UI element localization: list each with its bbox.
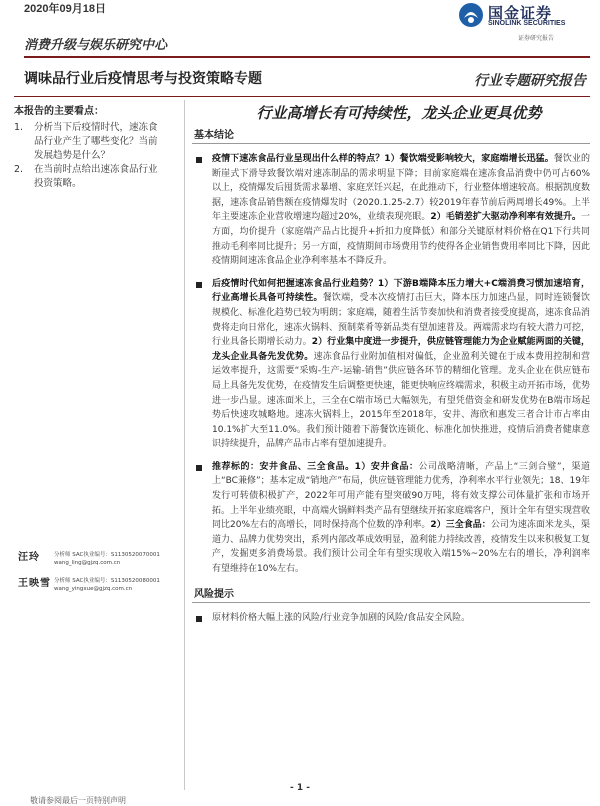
logo-en: SINOLINK SECURITIES [488,20,566,27]
bullet-text: 疫情下速冻食品行业呈现出什么样的特点？1）餐饮端受影响较大，家庭端增长迅猛。餐饮业的断崖式下滑导致餐饮端对速冻制品的需求明显下降；目前家庭端在速冻食品消费中仍可占60%以上，疫情爆发后囤货需求暴增、家庭烹饪兴起，在此推动下，行业整体增速较高。根据凯度数据，速冻食品销售额在疫情爆发时（2020.1.25-2.7）较2019年春节前后两周增长49%。上半年主要速冻企业营收增速均超过20%，业绩表现亮眼。2）毛销差扩大驱动净利率有效提升。一方面，均价提升（家庭端产品占比提升+折扣力度降低）和部分关键原材料价格在Q1下行共同推动毛利率同比提升；另一方面，疫情期间市场费用节约使得各企业销售费用率同比下降，因此疫情期间速冻食品企业净利率基本不降反升。 [212,154,591,267]
research-center: 消费升级与娱乐研究中心 [24,38,168,53]
company-logo [458,0,588,42]
square-bullet-icon [196,282,202,288]
footer-disclaimer: 敬请参阅最后一页特别声明 [30,796,126,805]
logo-sub: 证券研究报告 [518,35,555,42]
header-divider [24,56,590,58]
report-type: 行业专题研究报告 [474,73,586,89]
square-bullet-icon [196,157,202,163]
analyst-cert: 分析师 SAC执业编号：S1130520070001 [54,552,160,558]
risk-bullet [192,611,590,626]
logo-mark-icon [458,2,484,28]
analyst-name: 汪玲 [18,552,40,563]
report-date: 2020年09月18日 [24,3,106,15]
key-points-list [14,121,166,191]
analyst-cert: 分析师 SAC执业编号：S1130520080001 [54,578,160,584]
key-point-item: 2. 在当前时点给出速冻食品行业投资策略。 [14,164,158,189]
logo-cn: 国金证券 [488,4,553,22]
risk-text: 原材料价格大幅上涨的风险/行业竞争加剧的风险/食品安全风险。 [212,612,471,623]
analyst-name: 王映雪 [18,578,51,589]
risk-divider [192,602,590,603]
bullet-text: 后疫情时代如何把握速冻食品行业趋势？1）下游B端降本压力增大+C端消费习惯加速培育，行业高增长具备可持续性。餐饮端，受本次疫情打击巨大，降本压力加速凸显，同时连锁餐饮规模化、标准化趋势已较为明朗；家庭端，随着生活节奏加快和消费者接受度提高，速冻食品消费将走向日常化，速冻火锅料、预制菜肴等新品类有望加速普及。两端需求均有较大潜力可挖，行业具备长期增长动力。2）行业集中度进一步提升，供应链管理能力为企业赋能两面的关键，龙头企业具备先发优势。速冻食品行业附加值相对偏低，企业盈利关键在于成本费用控制和营运效率提升，这需要“采购-生产-运输-销售”供应链各环节的精细化管理。龙头企业在供应链布局上具备先发优势，在疫情发生后调整更快速，能更快响应终端需求，积极主动开拓市场，优势进一步凸显。速冻面米上，三全在C端市场已大幅领先，有望凭借资金和研发优势在B端市场起势后快速攻城略地。速冻火锅料上，2015年至2018年，安井、海欣和惠发三者合计市占率由10.1%扩大至11.0%。我们预计随着下游餐饮连锁化、标准化加快推进，疫情后消费者健康意识持续提升，品牌产品市占率有望加速提升。 [212,278,591,450]
conclusion-bullet [192,277,590,452]
title-divider [14,96,590,97]
conclusion-bullet [192,152,590,269]
main-content [192,102,590,625]
square-bullet-icon [196,465,202,471]
bullet-text: 推荐标的：安井食品、三全食品。1）安井食品：公司战略清晰，产品上“三剑合璧”，渠道上“BC兼修”；基本定成“销地产”布局，供应链管理能力优秀，净利率水平行业领先；18、19年发行可转债积极扩产，2022年可用产能有望突破90万吨，将有效支撑公司体量扩张和市场开拓。上半年业绩亮眼，中高端火锅鲜料类产品有望继续开拓家庭端客户，预计全年有望实现营收同比20%左右的高增长，同时保持高个位数的净利率。2）三全食品：公司为速冻面米龙头，渠道力、品牌力优势突出，系列内部改革成效明显，盈利能力持续改善，疫情发生以来积极复工复产，发掘更多消费场景。我们预计公司全年有望实现收入端15%~20%左右的增长，净利润率有望维持在10%左右。 [212,461,591,575]
section-title: 基本结论 [194,130,234,141]
headline: 行业高增长有可持续性，龙头企业更具优势 [256,104,542,122]
square-bullet-icon [196,616,202,622]
page-number: - 1 - [290,783,310,793]
column-divider [184,100,185,790]
conclusion-bullet [192,460,590,577]
key-points-title: 本报告的主要看点： [14,106,104,117]
key-point-item: 1. 分析当下后疫情时代，速冻食品行业产生了哪些变化？当前发展趋势是什么？ [14,122,158,161]
section-divider [192,143,590,144]
analyst-email[interactable]: wang_ling@gjzq.com.cn [54,560,121,566]
analyst-email[interactable]: wang_yingxue@gjzq.com.cn [54,586,133,592]
key-points [14,102,166,191]
risk-title: 风险提示 [194,588,234,600]
report-title: 调味品行业后疫情思考与投资策略专题 [24,71,262,87]
